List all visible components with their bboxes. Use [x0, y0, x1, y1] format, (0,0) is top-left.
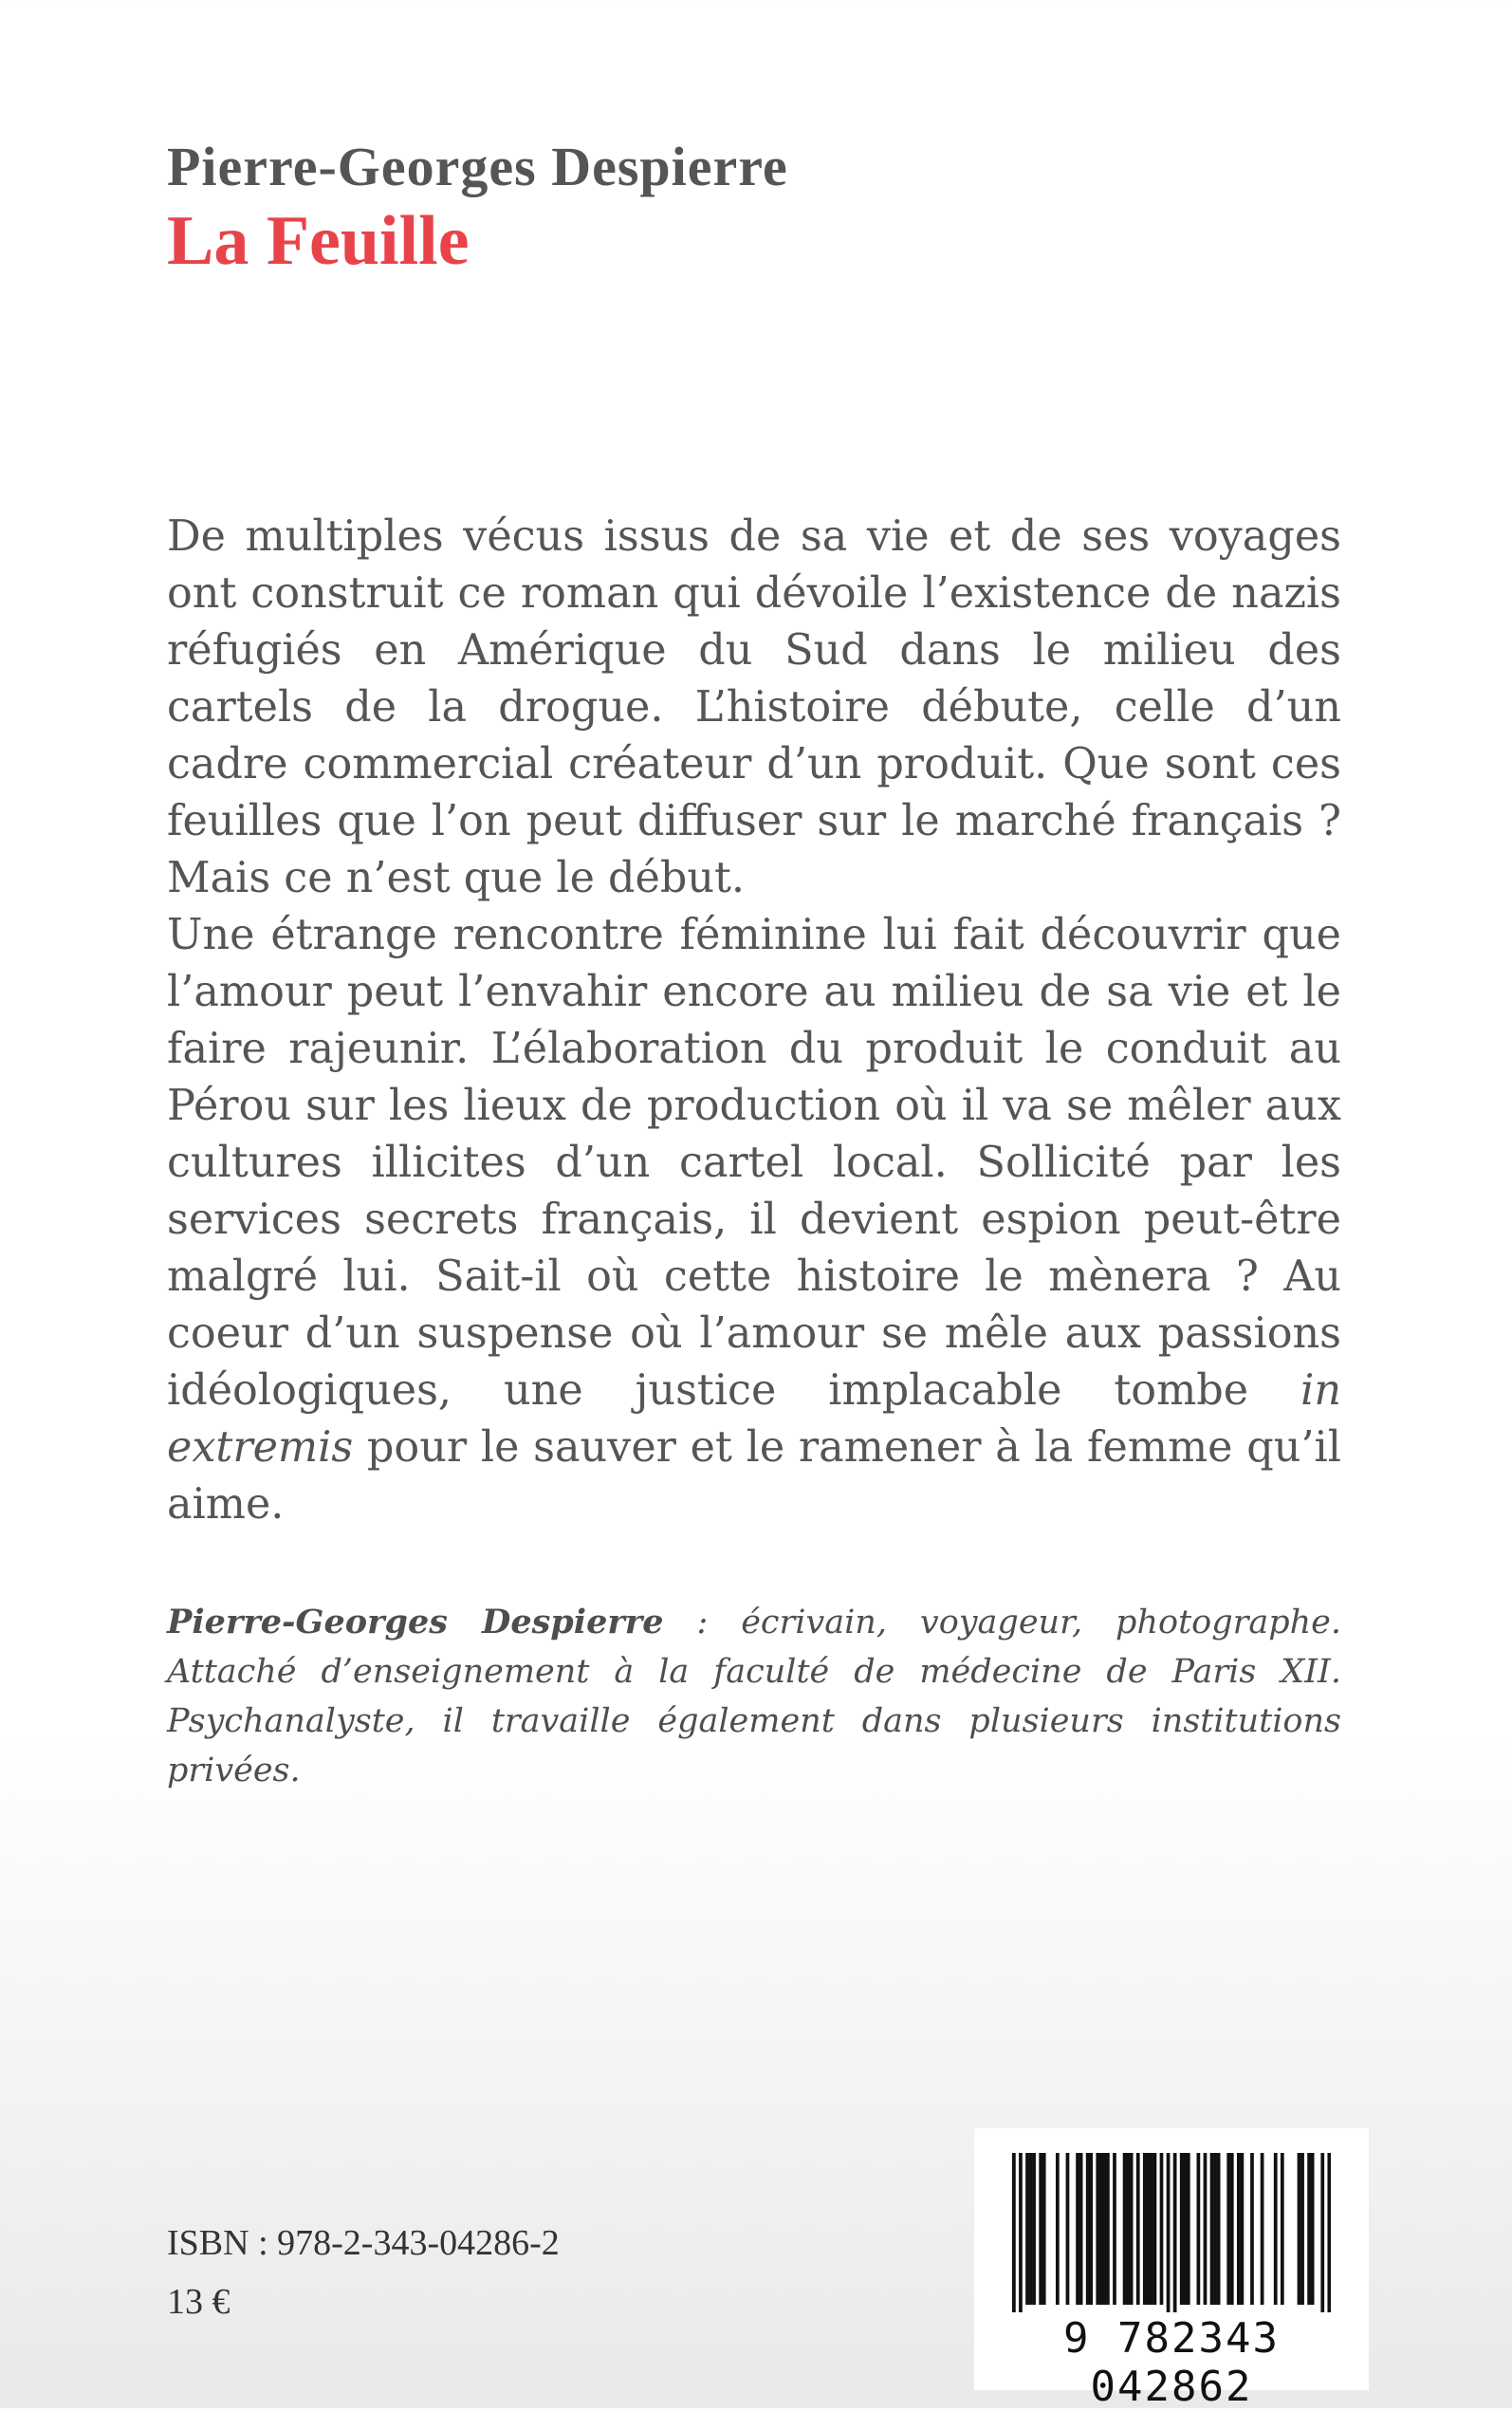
summary-italic-phrase: in extremis [167, 1366, 1341, 1472]
barcode-bar [1213, 2153, 1217, 2305]
barcode [973, 2127, 1370, 2411]
barcode-bar [1250, 2153, 1254, 2305]
barcode-bars [1012, 2153, 1331, 2312]
barcode-bar [1241, 2153, 1245, 2305]
barcode-bar [1230, 2153, 1234, 2305]
barcode-bar [1298, 2153, 1301, 2305]
author-bio [167, 1598, 1341, 1795]
summary-text-before: Une étrange rencontre féminine lui fait découvrir que l’amour peut l’envahir encore au milieu de sa vie et le faire rajeunir. L’élaboration du produit le conduit au Pérou sur les lieux de production où il va se mêler aux cultures illicites d’un cartel local. Sollicité par les services secrets français, il devient espion peut-être malgré lui. Sait-il où cette histoire le mènera ? Au coeur d’un suspense où l’amour se mêle aux passions idéologiques, une justice implacable tombe [167, 911, 1341, 1415]
barcode-bar [1300, 2153, 1304, 2305]
barcode-bar [1066, 2153, 1070, 2305]
barcode-bar [1150, 2153, 1153, 2305]
barcode-bar [1106, 2153, 1110, 2305]
barcode-bar [1102, 2153, 1106, 2305]
barcode-bar [1197, 2153, 1201, 2305]
bio-author-name: Pierre-Georges Despierre [167, 1603, 664, 1641]
barcode-bar [1039, 2153, 1042, 2305]
barcode-bar [1237, 2153, 1241, 2305]
barcode-bar [1153, 2153, 1157, 2305]
barcode-bar [1173, 2153, 1177, 2312]
barcode-bar [1311, 2153, 1315, 2305]
barcode-bar [1032, 2153, 1036, 2305]
barcode-bar [1167, 2153, 1171, 2312]
barcode-bar [1056, 2153, 1060, 2305]
barcode-bar [1079, 2153, 1083, 2305]
barcode-bar [1204, 2153, 1208, 2305]
barcode-bar [1042, 2153, 1046, 2305]
barcode-bar [1143, 2153, 1147, 2305]
price-label: 13 € [167, 2282, 230, 2322]
isbn-label: ISBN : 978-2-343-04286-2 [167, 2223, 560, 2263]
barcode-bar [1274, 2153, 1278, 2305]
barcode-bar [1130, 2153, 1134, 2305]
barcode-bar [1183, 2153, 1187, 2305]
barcode-bar [1099, 2153, 1103, 2305]
barcode-bar [1076, 2153, 1079, 2305]
barcode-bar [1226, 2153, 1230, 2305]
barcode-bar [1012, 2153, 1016, 2312]
barcode-bar [1217, 2153, 1221, 2305]
barcode-bar [1019, 2153, 1023, 2312]
barcode-bar [1327, 2153, 1331, 2312]
barcode-bar [1136, 2153, 1140, 2305]
barcode-digits: 9 782343 042862 [1063, 2314, 1280, 2411]
barcode-bar [1096, 2153, 1099, 2305]
summary-paragraph-2 [167, 907, 1341, 1533]
barcode-bar [1320, 2153, 1324, 2312]
barcode-bar [1086, 2153, 1090, 2305]
summary-paragraph-1: De multiples vécus issus de sa vie et de ses voyages ont construit ce roman qui dévoile l’existence de nazis réfugiés en Amérique du Sud dans le milieu des cartels de la drogue. L’histoire débute, celle d’un cadre commercial créateur d’un produit. Que sont ces feuilles que l’on peut diffuser sur le marché français ? Mais ce n’est que le début. [167, 512, 1341, 902]
barcode-bar [1307, 2153, 1311, 2305]
barcode-bar [1261, 2153, 1264, 2305]
barcode-bar [1025, 2153, 1029, 2305]
barcode-bar [1180, 2153, 1184, 2305]
barcode-bar [1146, 2153, 1150, 2305]
barcode-bar [1187, 2153, 1190, 2305]
book-summary [167, 509, 1341, 1533]
book-title: La Feuille [167, 202, 470, 280]
barcode-bar [1126, 2153, 1130, 2305]
barcode-bar [1113, 2153, 1116, 2305]
summary-text-after: pour le sauver et le ramener à la femme qu’il aime. [167, 1423, 1341, 1529]
bio-text: : écrivain, voyageur, photographe. Attaché d’enseignement à la faculté de médecine de Paris XII. Psychanalyste, il travaille également dans plusieurs institutions privées. [167, 1604, 1341, 1790]
barcode-bar [1281, 2153, 1284, 2305]
barcode-bar [1029, 2153, 1033, 2305]
barcode-bar [1210, 2153, 1214, 2305]
barcode-bar [1160, 2153, 1164, 2305]
barcode-bar [1089, 2153, 1093, 2305]
author-name: Pierre-Georges Despierre [167, 136, 788, 197]
barcode-bar [1123, 2153, 1127, 2305]
